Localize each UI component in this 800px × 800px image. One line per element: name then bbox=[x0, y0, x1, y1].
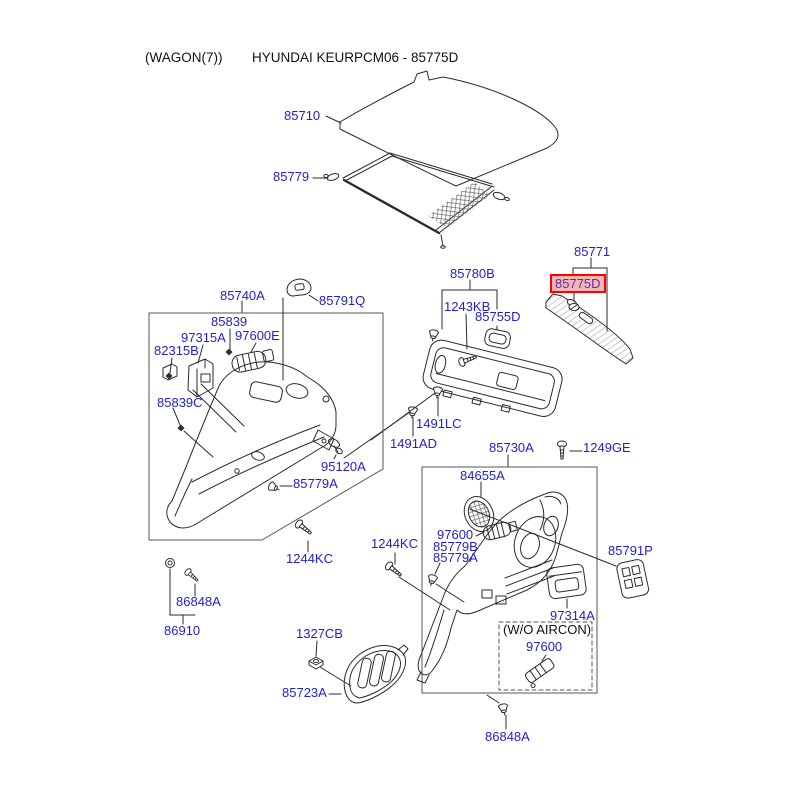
part-label-85775d-highlighted[interactable]: 85775D bbox=[550, 274, 606, 293]
part-label-86848a-left[interactable]: 86848A bbox=[176, 594, 221, 609]
part-label-85839c[interactable]: 85839C bbox=[157, 395, 203, 410]
left-quarter-trim-drawing bbox=[167, 362, 336, 528]
option-note-wo-aircon: (W/O AIRCON) bbox=[503, 622, 592, 637]
part-label-85780b[interactable]: 85780B bbox=[450, 266, 495, 281]
part-label-85791q[interactable]: 85791Q bbox=[319, 293, 366, 308]
right-trim-box bbox=[422, 441, 597, 693]
part-label-85755d[interactable]: 85755D bbox=[475, 309, 521, 324]
part-label-97315a[interactable]: 97315A bbox=[181, 330, 226, 345]
part-label-1244kc-left[interactable]: 1244KC bbox=[286, 551, 333, 566]
variant-text: (WAGON(7)) bbox=[145, 50, 223, 65]
part-label-84655a[interactable]: 84655A bbox=[460, 468, 505, 483]
part-label-1243kb[interactable]: 1243KB bbox=[444, 299, 491, 314]
part-label-1491ad[interactable]: 1491AD bbox=[390, 436, 437, 451]
part-label-85779b[interactable]: 85779B bbox=[433, 539, 478, 554]
part-label-85740a[interactable]: 85740A bbox=[220, 288, 265, 303]
left-box-small-parts bbox=[163, 279, 343, 494]
part-label-86910[interactable]: 86910 bbox=[164, 623, 201, 638]
part-label-85791p[interactable]: 85791P bbox=[608, 543, 653, 558]
part-label-85710[interactable]: 85710 bbox=[284, 108, 321, 123]
bolt-86848a-drawing bbox=[166, 559, 201, 625]
part-label-97314a[interactable]: 97314A bbox=[550, 608, 595, 623]
part-label-85771[interactable]: 85771 bbox=[574, 244, 611, 259]
diagram-title: HYUNDAI KEURPCM06 - 85775D bbox=[252, 50, 459, 65]
part-label-85779[interactable]: 85779 bbox=[273, 169, 310, 184]
luggage-board-drawing bbox=[420, 280, 565, 423]
part-label-85779a-left[interactable]: 85779A bbox=[293, 476, 338, 491]
part-label-85779a-right[interactable]: 85779A bbox=[433, 550, 478, 565]
part-label-1244kc-right[interactable]: 1244KC bbox=[371, 536, 418, 551]
part-label-86848a-right[interactable]: 86848A bbox=[485, 729, 530, 744]
part-label-82315b[interactable]: 82315B bbox=[154, 343, 199, 358]
part-label-85730a[interactable]: 85730A bbox=[489, 440, 534, 455]
part-label-1491lc[interactable]: 1491LC bbox=[416, 416, 462, 431]
clip-86848a-right-drawing bbox=[487, 695, 509, 729]
part-label-85839[interactable]: 85839 bbox=[211, 314, 248, 329]
part-label-85723a[interactable]: 85723A bbox=[282, 685, 327, 700]
part-label-1327cb[interactable]: 1327CB bbox=[296, 626, 343, 641]
part-label-97600-aircon[interactable]: 97600 bbox=[526, 639, 563, 654]
part-label-1249ge[interactable]: 1249GE bbox=[583, 440, 631, 455]
part-label-97600-right[interactable]: 97600 bbox=[437, 527, 474, 542]
part-label-95120a[interactable]: 95120A bbox=[321, 459, 366, 474]
part-label-97600e[interactable]: 97600E bbox=[235, 328, 280, 343]
cargo-net-drawing bbox=[313, 153, 510, 248]
